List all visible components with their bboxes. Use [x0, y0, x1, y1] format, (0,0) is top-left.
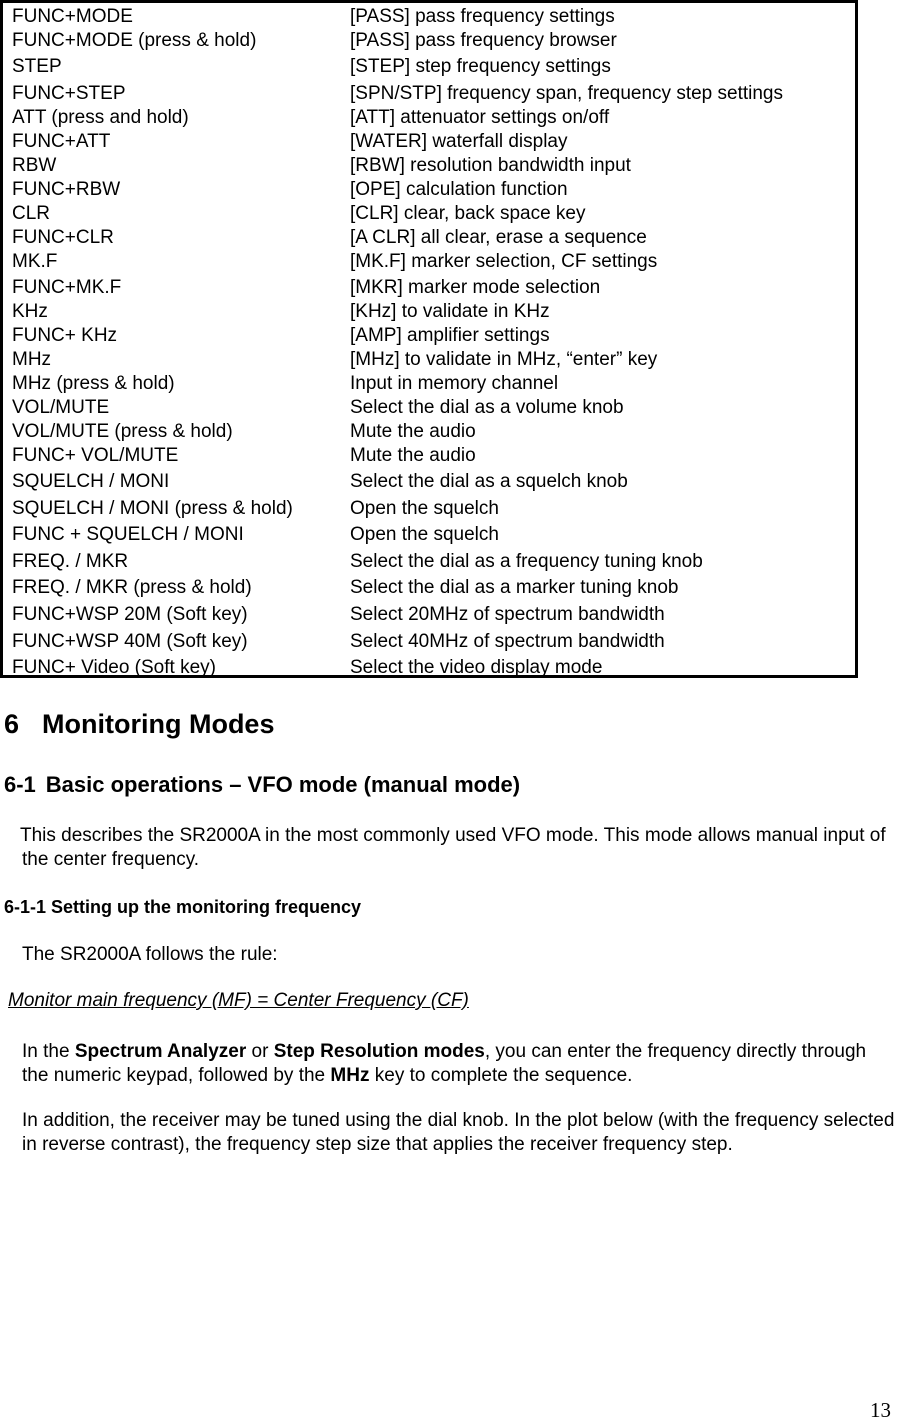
key-function: [OPE] calculation function: [350, 179, 568, 200]
table-row: [3, 106, 855, 130]
key-name: MHz (press & hold): [12, 373, 175, 394]
table-row: [3, 444, 855, 468]
table-row: [3, 300, 855, 324]
key-name: FUNC+MODE: [12, 6, 133, 27]
table-row: [3, 202, 855, 226]
key-name: FUNC+ Video (Soft key): [12, 657, 216, 678]
key-name: FUNC+MODE (press & hold): [12, 30, 257, 51]
table-row: [3, 250, 855, 274]
key-function-table: [0, 0, 858, 678]
keypad-text-2: or: [246, 1041, 274, 1062]
table-row: [3, 550, 855, 574]
key-name: FUNC+CLR: [12, 227, 114, 248]
intro-paragraph: [22, 824, 901, 872]
table-row: [3, 55, 855, 79]
key-name: KHz: [12, 301, 48, 322]
table-row: [3, 630, 855, 654]
key-name: FUNC+ATT: [12, 131, 111, 152]
table-row: [3, 603, 855, 627]
key-function: Select 40MHz of spectrum bandwidth: [350, 631, 665, 652]
key-name: VOL/MUTE (press & hold): [12, 421, 233, 442]
key-name: MHz: [12, 349, 52, 370]
table-row: [3, 226, 855, 250]
key-name: FUNC+MK.F: [12, 277, 122, 298]
page-number: 13: [870, 1398, 891, 1422]
key-function: [RBW] resolution bandwidth input: [350, 155, 631, 176]
key-function: [ATT] attenuator settings on/off: [350, 107, 610, 128]
keypad-bold-spectrum: Spectrum Analyzer: [74, 1041, 247, 1062]
table-row: [3, 396, 855, 420]
section-title: Monitoring Modes: [42, 709, 275, 739]
key-function: Select the dial as a squelch knob: [350, 471, 628, 492]
keypad-paragraph: [22, 1040, 882, 1088]
key-function: Select the video display mode: [350, 657, 603, 678]
key-function: Select the dial as a marker tuning knob: [350, 577, 679, 598]
subsection-number: 6-1: [4, 772, 36, 797]
table-row: [3, 276, 855, 300]
table-row: [3, 29, 855, 53]
key-function: [CLR] clear, back space key: [350, 203, 586, 224]
key-function: Mute the audio: [350, 445, 476, 466]
dial-paragraph: In addition, the receiver may be tuned using the dial knob. In the plot below (with the frequency selected in reverse contrast), the frequency step size that applies the receiver frequency step.: [22, 1110, 895, 1155]
keypad-text-1: In the: [22, 1041, 75, 1062]
key-function: [STEP] step frequency settings: [350, 56, 611, 77]
key-function: Open the squelch: [350, 498, 499, 519]
table-row: [3, 372, 855, 396]
rule-formula: Monitor main frequency (MF) = Center Frequency (CF): [8, 990, 469, 1011]
keypad-text-3: , you can enter the frequency directly through the numeric keypad, followed by the: [22, 1041, 867, 1086]
key-name: STEP: [12, 56, 62, 77]
key-name: FUNC+STEP: [12, 83, 126, 104]
table-row: [3, 130, 855, 154]
key-name: CLR: [12, 203, 51, 224]
key-function: [WATER] waterfall display: [350, 131, 568, 152]
intro-text: This describes the SR2000A in the most commonly used VFO mode. This mode allows manual input of the center frequency.: [20, 825, 886, 870]
key-function: Input in memory channel: [350, 373, 559, 394]
key-function: Open the squelch: [350, 524, 499, 545]
key-function: [PASS] pass frequency settings: [350, 6, 615, 27]
key-name: FREQ. / MKR (press & hold): [12, 577, 252, 598]
key-function: [AMP] amplifier settings: [350, 325, 550, 346]
key-name: FUNC+RBW: [12, 179, 121, 200]
table-row: [3, 82, 855, 106]
key-name: FUNC+ KHz: [12, 325, 118, 346]
keypad-bold-step: Step Resolution modes: [273, 1041, 485, 1062]
key-function: Select the dial as a frequency tuning knob: [350, 551, 703, 572]
key-function: [A CLR] all clear, erase a sequence: [350, 227, 647, 248]
key-name: FUNC+ VOL/MUTE: [12, 445, 179, 466]
keypad-text-4: key to complete the sequence.: [369, 1065, 633, 1086]
table-row: [3, 470, 855, 494]
table-row: [3, 656, 855, 680]
key-function: Select 20MHz of spectrum bandwidth: [350, 604, 665, 625]
section-heading: [4, 706, 274, 742]
subsection-title: Basic operations – VFO mode (manual mode): [45, 772, 521, 797]
key-name: SQUELCH / MONI (press & hold): [12, 498, 293, 519]
table-row: [3, 420, 855, 444]
table-row: [3, 324, 855, 348]
key-function: [MKR] marker mode selection: [350, 277, 601, 298]
table-row: [3, 576, 855, 600]
table-row: [3, 178, 855, 202]
key-function: [MHz] to validate in MHz, “enter” key: [350, 349, 658, 370]
key-name: FREQ. / MKR: [12, 551, 129, 572]
key-name: FUNC+WSP 20M (Soft key): [12, 604, 248, 625]
subsection-heading: [4, 770, 520, 800]
key-name: MK.F: [12, 251, 58, 272]
key-name: FUNC+WSP 40M (Soft key): [12, 631, 248, 652]
table-row: [3, 5, 855, 29]
rule-intro: The SR2000A follows the rule:: [22, 944, 278, 965]
key-function: [SPN/STP] frequency span, frequency step settings: [350, 83, 784, 104]
table-row: [3, 348, 855, 372]
section-number: 6: [4, 709, 20, 739]
table-row: [3, 523, 855, 547]
keypad-bold-mhz: MHz: [330, 1065, 370, 1086]
key-function: Select the dial as a volume knob: [350, 397, 624, 418]
key-function: [MK.F] marker selection, CF settings: [350, 251, 658, 272]
key-name: SQUELCH / MONI: [12, 471, 170, 492]
key-function: [PASS] pass frequency browser: [350, 30, 617, 51]
key-function: Mute the audio: [350, 421, 476, 442]
key-name: FUNC + SQUELCH / MONI: [12, 524, 244, 545]
key-name: VOL/MUTE: [12, 397, 110, 418]
key-name: ATT (press and hold): [12, 107, 189, 128]
subsubsection-heading: 6-1-1 Setting up the monitoring frequency: [4, 897, 362, 917]
table-row: [3, 154, 855, 178]
key-function: [KHz] to validate in KHz: [350, 301, 550, 322]
table-row: [3, 497, 855, 521]
key-name: RBW: [12, 155, 57, 176]
